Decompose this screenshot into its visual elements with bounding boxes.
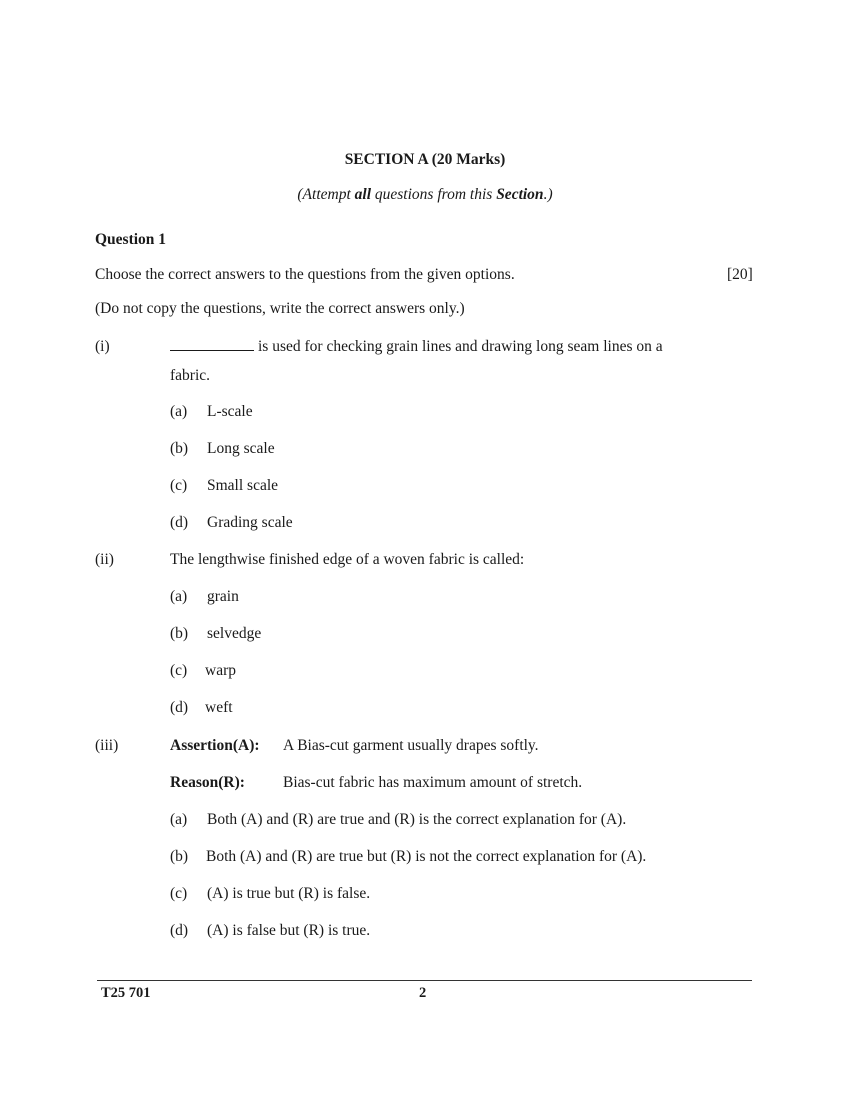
assertion-text: A Bias-cut garment usually drapes softly. (283, 737, 539, 754)
section-title: SECTION A (20 Marks) (344, 151, 506, 168)
option-letter: (a) (170, 811, 188, 828)
option-text: (A) is false but (R) is true. (207, 922, 371, 939)
option-text: Small scale (207, 477, 279, 494)
question-heading: Question 1 (95, 231, 167, 248)
instruction-post: .) (543, 186, 553, 203)
option-letter: (b) (170, 848, 189, 865)
question-note: (Do not copy the questions, write the correct answers only.) (95, 300, 465, 317)
footer-paper-code: T25 701 (101, 985, 151, 1001)
option-text: selvedge (207, 625, 262, 642)
question-instruction: Choose the correct answers to the questions from the given options. (95, 266, 515, 283)
instruction-mid: questions from this (371, 186, 497, 203)
option-letter: (b) (170, 440, 189, 457)
option-letter: (b) (170, 625, 189, 642)
reason-label: Reason(R): (170, 774, 245, 791)
option-text: warp (205, 662, 236, 679)
item-number: (ii) (95, 551, 114, 568)
option-text: (A) is true but (R) is false. (207, 885, 371, 902)
question-marks: [20] (727, 266, 753, 283)
item-text (170, 338, 663, 356)
option-text: Long scale (207, 440, 275, 457)
instruction-pre: (Attempt (297, 186, 355, 203)
option-letter: (d) (170, 699, 189, 716)
instruction-section: Section (496, 186, 544, 203)
item-text-line1: is used for checking grain lines and drawing long seam lines on a (258, 338, 663, 355)
item-number: (iii) (95, 737, 119, 754)
option-letter: (d) (170, 514, 189, 531)
option-text: L-scale (207, 403, 253, 420)
option-text: grain (207, 588, 239, 605)
option-letter: (d) (170, 922, 189, 939)
item-text-line1: The lengthwise finished edge of a woven fabric is called: (170, 551, 525, 568)
option-text: Both (A) and (R) are true but (R) is not the correct explanation for (A). (206, 848, 647, 865)
footer-divider (97, 980, 752, 981)
instruction-all: all (354, 186, 372, 203)
option-letter: (a) (170, 588, 188, 605)
footer-page-number: 2 (419, 985, 427, 1001)
option-letter: (a) (170, 403, 188, 420)
assertion-label: Assertion(A): (170, 737, 260, 754)
option-text: weft (205, 699, 233, 716)
answer-blank (170, 338, 254, 351)
item-number: (i) (95, 338, 110, 355)
option-letter: (c) (170, 662, 188, 679)
reason-text: Bias-cut fabric has maximum amount of stretch. (283, 774, 583, 791)
option-letter: (c) (170, 885, 188, 902)
option-text: Both (A) and (R) are true and (R) is the correct explanation for (A). (207, 811, 627, 828)
item-text-line2: fabric. (170, 367, 211, 384)
option-letter: (c) (170, 477, 188, 494)
section-instruction (0, 186, 850, 204)
option-text: Grading scale (207, 514, 293, 531)
